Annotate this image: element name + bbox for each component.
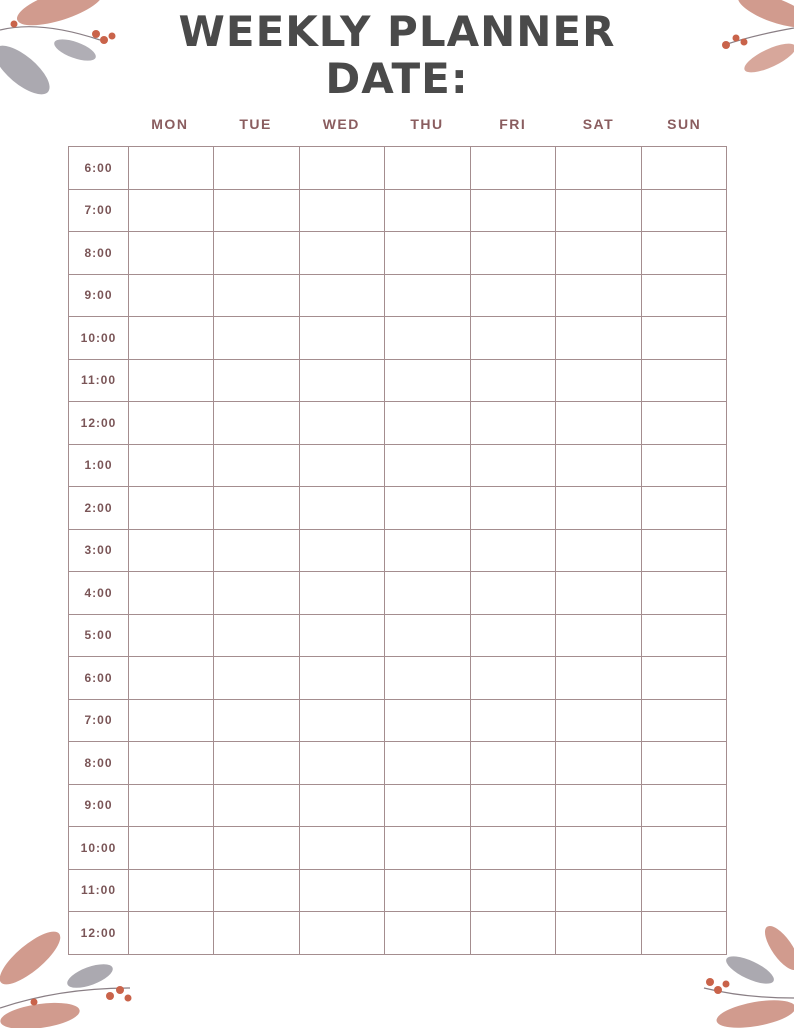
time-label: 7:00 xyxy=(69,189,129,232)
time-label: 6:00 xyxy=(69,147,129,190)
schedule-cell-tue xyxy=(214,912,299,955)
schedule-cell-sat xyxy=(556,699,641,742)
time-label: 8:00 xyxy=(69,232,129,275)
schedule-cell-sat xyxy=(556,147,641,190)
time-label: 6:00 xyxy=(69,657,129,700)
day-header-tue: TUE xyxy=(239,116,272,132)
schedule-cell-wed xyxy=(299,912,384,955)
time-row xyxy=(69,232,727,275)
schedule-cell-tue xyxy=(214,784,299,827)
time-row xyxy=(69,827,727,870)
schedule-cell-sun xyxy=(641,359,726,402)
schedule-cell-sat xyxy=(556,742,641,785)
schedule-cell-thu xyxy=(385,827,470,870)
schedule-cell-wed xyxy=(299,444,384,487)
schedule-cell-sun xyxy=(641,699,726,742)
time-label: 9:00 xyxy=(69,784,129,827)
schedule-cell-sat xyxy=(556,274,641,317)
schedule-cell-tue xyxy=(214,869,299,912)
schedule-cell-wed xyxy=(299,742,384,785)
schedule-cell-tue xyxy=(214,232,299,275)
day-header-wed: WED xyxy=(322,116,360,132)
schedule-cell-tue xyxy=(214,274,299,317)
time-label: 11:00 xyxy=(69,869,129,912)
schedule-cell-sun xyxy=(641,912,726,955)
time-row xyxy=(69,274,727,317)
time-row xyxy=(69,444,727,487)
schedule-cell-sat xyxy=(556,572,641,615)
schedule-cell-fri xyxy=(470,274,555,317)
schedule-cell-thu xyxy=(385,147,470,190)
time-row xyxy=(69,572,727,615)
schedule-cell-thu xyxy=(385,742,470,785)
schedule-cell-fri xyxy=(470,147,555,190)
schedule-cell-sun xyxy=(641,827,726,870)
schedule-cell-mon xyxy=(129,912,214,955)
schedule-cell-fri xyxy=(470,784,555,827)
schedule-cell-sun xyxy=(641,742,726,785)
planner-title: WEEKLY PLANNER xyxy=(178,7,616,56)
time-label: 10:00 xyxy=(69,827,129,870)
day-header-thu: THU xyxy=(410,116,444,132)
schedule-cell-thu xyxy=(385,359,470,402)
schedule-cell-fri xyxy=(470,232,555,275)
day-headers xyxy=(127,114,727,134)
schedule-cell-thu xyxy=(385,572,470,615)
time-row xyxy=(69,402,727,445)
time-label: 3:00 xyxy=(69,529,129,572)
schedule-cell-wed xyxy=(299,274,384,317)
schedule-cell-sat xyxy=(556,784,641,827)
schedule-cell-tue xyxy=(214,402,299,445)
schedule-cell-wed xyxy=(299,487,384,530)
schedule-cell-wed xyxy=(299,232,384,275)
time-row xyxy=(69,614,727,657)
date-label: DATE: xyxy=(325,54,469,103)
schedule-cell-sun xyxy=(641,487,726,530)
schedule-cell-mon xyxy=(129,147,214,190)
schedule-cell-fri xyxy=(470,359,555,402)
schedule-cell-tue xyxy=(214,529,299,572)
schedule-cell-mon xyxy=(129,274,214,317)
schedule-cell-tue xyxy=(214,444,299,487)
schedule-cell-tue xyxy=(214,487,299,530)
schedule-grid xyxy=(68,146,727,955)
schedule-cell-fri xyxy=(470,487,555,530)
schedule-cell-mon xyxy=(129,784,214,827)
schedule-cell-mon xyxy=(129,869,214,912)
day-header-sun: SUN xyxy=(667,116,702,132)
schedule-cell-thu xyxy=(385,232,470,275)
time-label: 10:00 xyxy=(69,317,129,360)
schedule-cell-wed xyxy=(299,147,384,190)
schedule-cell-sun xyxy=(641,147,726,190)
schedule-cell-sat xyxy=(556,657,641,700)
schedule-cell-thu xyxy=(385,317,470,360)
schedule-cell-wed xyxy=(299,402,384,445)
schedule-cell-sat xyxy=(556,359,641,402)
schedule-cell-sun xyxy=(641,869,726,912)
schedule-cell-thu xyxy=(385,402,470,445)
schedule-cell-sat xyxy=(556,189,641,232)
schedule-cell-tue xyxy=(214,614,299,657)
day-header-mon: MON xyxy=(151,116,189,132)
schedule-cell-mon xyxy=(129,317,214,360)
schedule-cell-thu xyxy=(385,487,470,530)
time-row xyxy=(69,147,727,190)
time-row xyxy=(69,699,727,742)
schedule-cell-thu xyxy=(385,784,470,827)
schedule-cell-fri xyxy=(470,742,555,785)
schedule-cell-mon xyxy=(129,742,214,785)
time-row xyxy=(69,912,727,955)
schedule-cell-thu xyxy=(385,699,470,742)
schedule-cell-mon xyxy=(129,572,214,615)
schedule-cell-sat xyxy=(556,827,641,870)
time-row xyxy=(69,529,727,572)
schedule-cell-mon xyxy=(129,657,214,700)
schedule-cell-sun xyxy=(641,572,726,615)
schedule-cell-mon xyxy=(129,827,214,870)
schedule-cell-sun xyxy=(641,232,726,275)
schedule-cell-fri xyxy=(470,827,555,870)
time-row xyxy=(69,742,727,785)
schedule-cell-fri xyxy=(470,529,555,572)
schedule-cell-mon xyxy=(129,359,214,402)
schedule-cell-thu xyxy=(385,529,470,572)
time-label: 5:00 xyxy=(69,614,129,657)
schedule-cell-thu xyxy=(385,189,470,232)
schedule-cell-tue xyxy=(214,359,299,402)
schedule-cell-fri xyxy=(470,402,555,445)
schedule-cell-mon xyxy=(129,402,214,445)
schedule-cell-fri xyxy=(470,444,555,487)
schedule-cell-sun xyxy=(641,317,726,360)
time-label: 8:00 xyxy=(69,742,129,785)
schedule-cell-sat xyxy=(556,529,641,572)
schedule-cell-fri xyxy=(470,572,555,615)
schedule-cell-sat xyxy=(556,444,641,487)
time-label: 7:00 xyxy=(69,699,129,742)
schedule-cell-fri xyxy=(470,614,555,657)
day-header-fri: FRI xyxy=(499,116,527,132)
schedule-cell-tue xyxy=(214,572,299,615)
schedule-cell-wed xyxy=(299,317,384,360)
schedule-cell-sun xyxy=(641,444,726,487)
time-row xyxy=(69,657,727,700)
schedule-cell-fri xyxy=(470,869,555,912)
schedule-cell-fri xyxy=(470,912,555,955)
schedule-cell-thu xyxy=(385,444,470,487)
schedule-cell-fri xyxy=(470,317,555,360)
schedule-cell-tue xyxy=(214,147,299,190)
schedule-cell-wed xyxy=(299,529,384,572)
schedule-cell-wed xyxy=(299,784,384,827)
schedule-cell-mon xyxy=(129,189,214,232)
schedule-cell-wed xyxy=(299,189,384,232)
schedule-cell-fri xyxy=(470,657,555,700)
time-row xyxy=(69,317,727,360)
schedule-cell-thu xyxy=(385,869,470,912)
time-row xyxy=(69,784,727,827)
schedule-cell-sun xyxy=(641,529,726,572)
schedule-cell-wed xyxy=(299,572,384,615)
schedule-cell-sat xyxy=(556,487,641,530)
schedule-cell-tue xyxy=(214,317,299,360)
day-header-sat: SAT xyxy=(582,116,615,132)
schedule-cell-mon xyxy=(129,699,214,742)
schedule-cell-mon xyxy=(129,529,214,572)
time-row xyxy=(69,487,727,530)
schedule-cell-mon xyxy=(129,487,214,530)
schedule-cell-sun xyxy=(641,274,726,317)
schedule-cell-sat xyxy=(556,869,641,912)
schedule-cell-sun xyxy=(641,784,726,827)
schedule-cell-mon xyxy=(129,614,214,657)
schedule-cell-sat xyxy=(556,402,641,445)
schedule-cell-fri xyxy=(470,189,555,232)
schedule-cell-fri xyxy=(470,699,555,742)
schedule-cell-sun xyxy=(641,614,726,657)
time-label: 9:00 xyxy=(69,274,129,317)
schedule-cell-tue xyxy=(214,189,299,232)
schedule-cell-wed xyxy=(299,699,384,742)
schedule-cell-wed xyxy=(299,657,384,700)
schedule-cell-sun xyxy=(641,402,726,445)
time-row xyxy=(69,359,727,402)
schedule-cell-tue xyxy=(214,827,299,870)
schedule-cell-mon xyxy=(129,444,214,487)
schedule-cell-sat xyxy=(556,912,641,955)
schedule-cell-thu xyxy=(385,614,470,657)
time-label: 2:00 xyxy=(69,487,129,530)
schedule-cell-wed xyxy=(299,869,384,912)
time-label: 1:00 xyxy=(69,444,129,487)
schedule-cell-wed xyxy=(299,359,384,402)
schedule-cell-tue xyxy=(214,742,299,785)
time-label: 4:00 xyxy=(69,572,129,615)
schedule-cell-thu xyxy=(385,274,470,317)
schedule-cell-mon xyxy=(129,232,214,275)
time-label: 12:00 xyxy=(69,402,129,445)
schedule-cell-sun xyxy=(641,657,726,700)
schedule-cell-tue xyxy=(214,699,299,742)
schedule-cell-thu xyxy=(385,912,470,955)
schedule-cell-sat xyxy=(556,232,641,275)
schedule-cell-tue xyxy=(214,657,299,700)
schedule-cell-wed xyxy=(299,614,384,657)
time-row xyxy=(69,189,727,232)
schedule-cell-sat xyxy=(556,614,641,657)
schedule-cell-wed xyxy=(299,827,384,870)
schedule-cell-sun xyxy=(641,189,726,232)
schedule-cell-thu xyxy=(385,657,470,700)
time-row xyxy=(69,869,727,912)
time-label: 12:00 xyxy=(69,912,129,955)
schedule-cell-sat xyxy=(556,317,641,360)
time-label: 11:00 xyxy=(69,359,129,402)
